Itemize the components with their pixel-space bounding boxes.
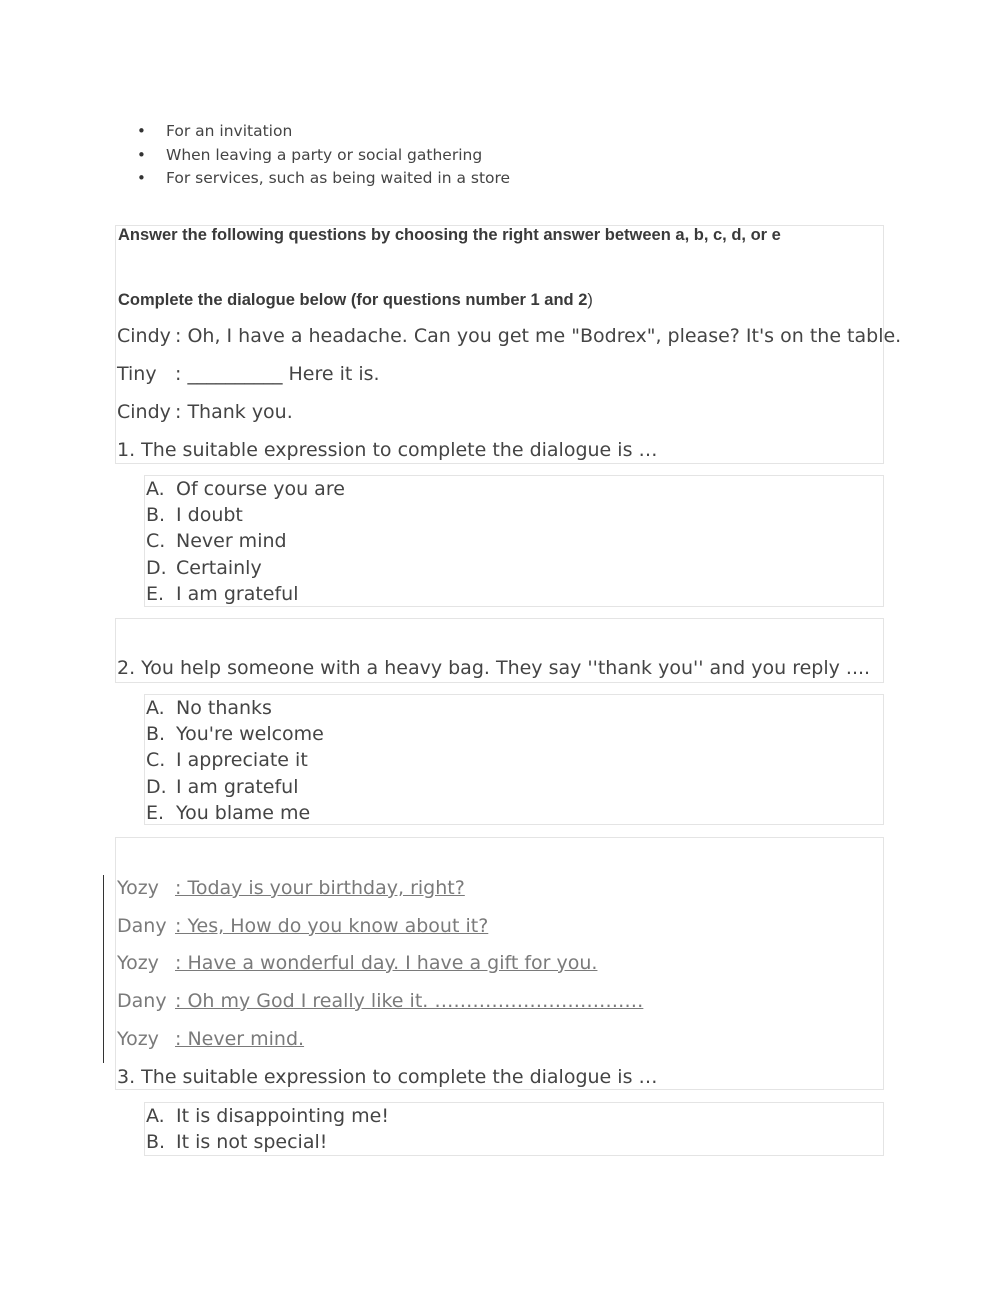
option-letter: A. xyxy=(146,697,165,719)
speaker-name: Cindy xyxy=(117,401,171,423)
option-text: Never mind xyxy=(176,530,287,553)
speaker-name: Yozy xyxy=(117,1028,159,1050)
speaker-name: Cindy xyxy=(117,325,171,347)
question-1-text: 1. The suitable expression to complete the dialogue is … xyxy=(117,439,658,461)
instructions-heading: Answer the following questions by choosing the right answer between a, b, c, d, or e xyxy=(118,226,781,244)
option-letter: B. xyxy=(146,504,166,527)
option-text: I am grateful xyxy=(176,775,299,798)
option-e[interactable] xyxy=(146,581,345,607)
question-2-options xyxy=(146,695,324,826)
option-a[interactable] xyxy=(146,695,324,721)
dialogue-line xyxy=(117,401,293,423)
option-text: I am grateful xyxy=(176,582,299,605)
option-letter: A. xyxy=(146,1105,165,1127)
option-c[interactable] xyxy=(146,747,324,773)
dialogue-line xyxy=(117,1028,304,1050)
dialogue-line xyxy=(117,877,465,899)
bullet-item: • When leaving a party or social gathering xyxy=(137,144,510,168)
dialogue-text: : Thank you. xyxy=(175,401,293,423)
option-letter: E. xyxy=(146,801,165,824)
option-b[interactable] xyxy=(146,1129,389,1155)
option-text: Certainly xyxy=(176,556,262,579)
option-letter: C. xyxy=(146,530,166,553)
dialogue-text: : Never mind. xyxy=(175,1028,305,1050)
option-e[interactable] xyxy=(146,800,324,826)
option-letter: D. xyxy=(146,556,167,579)
bullet-item: • For services, such as being waited in a store xyxy=(137,167,510,191)
speaker-name: Dany xyxy=(117,915,167,937)
bullet-list xyxy=(137,120,510,191)
speaker-name: Yozy xyxy=(117,952,159,974)
option-text: I doubt xyxy=(176,504,243,527)
option-text: No thanks xyxy=(176,697,272,719)
question-3-options xyxy=(146,1103,389,1155)
option-letter: B. xyxy=(146,1131,166,1154)
bullet-item: • For an invitation xyxy=(137,120,510,144)
option-text: You blame me xyxy=(176,801,311,824)
option-text: I appreciate it xyxy=(176,749,308,772)
option-text: You're welcome xyxy=(176,723,324,746)
dialogue-text: : Have a wonderful day. I have a gift for you. xyxy=(175,952,598,974)
speaker-name: Dany xyxy=(117,990,167,1012)
dialogue-line xyxy=(117,325,901,347)
option-letter: B. xyxy=(146,723,166,746)
option-text: Of course you are xyxy=(176,478,345,500)
option-letter: D. xyxy=(146,775,167,798)
option-a[interactable] xyxy=(146,1103,389,1129)
dialogue-line xyxy=(117,915,488,937)
dialogue-text: : Oh, I have a headache. Can you get me "Bodrex", please? It's on the table. xyxy=(175,325,902,347)
dialogue-line xyxy=(117,363,380,385)
option-text: It is disappointing me! xyxy=(176,1105,389,1127)
option-letter: A. xyxy=(146,478,165,500)
dialogue-text: : Today is your birthday, right? xyxy=(175,877,465,899)
option-b[interactable] xyxy=(146,721,324,747)
dialogue-instructions-text: Complete the dialogue below (for questions number 1 and 2 xyxy=(118,291,588,309)
dialogue-line xyxy=(117,952,597,974)
change-bar xyxy=(103,875,104,1063)
question-1-options xyxy=(146,476,345,607)
dialogue-text: : __________ Here it is. xyxy=(175,363,380,385)
option-a[interactable] xyxy=(146,476,345,502)
dialogue-instructions xyxy=(118,291,593,310)
option-letter: E. xyxy=(146,582,165,605)
dialogue-text: : Oh my God I really like it. …………………………… xyxy=(175,990,644,1012)
question-3-text: 3. The suitable expression to complete the dialogue is … xyxy=(117,1066,658,1088)
speaker-name: Tiny xyxy=(117,363,157,385)
option-c[interactable] xyxy=(146,528,345,554)
dialogue-instructions-paren: ) xyxy=(587,291,593,309)
dialogue-line xyxy=(117,990,643,1012)
option-d[interactable] xyxy=(146,774,324,800)
speaker-name: Yozy xyxy=(117,877,159,899)
question-2-text: 2. You help someone with a heavy bag. They say ''thank you'' and you reply .... xyxy=(117,657,871,679)
option-letter: C. xyxy=(146,749,166,772)
option-b[interactable] xyxy=(146,502,345,528)
dialogue-text: : Yes, How do you know about it? xyxy=(175,915,489,937)
option-text: It is not special! xyxy=(176,1131,328,1154)
option-d[interactable] xyxy=(146,555,345,581)
